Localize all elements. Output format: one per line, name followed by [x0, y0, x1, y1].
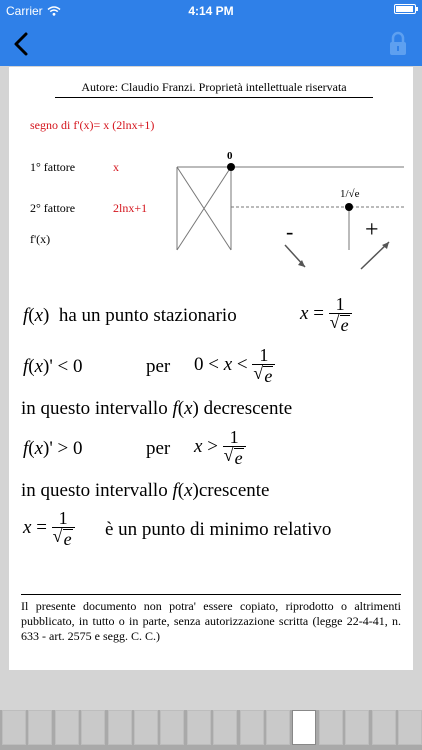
stationary-point: x = 1 √ e [300, 295, 352, 334]
page-thumbnail[interactable] [398, 710, 422, 745]
footer-divider [21, 594, 401, 595]
page-thumbnail[interactable] [266, 710, 290, 745]
copyright-footer: Il presente documento non potra' essere copiato, riprodotto o altrimenti pubblicato, in tutto o in parte, senza autorizzazione scritta (legge 22-4-41, n. 633 - art. 2575 e segg. C. C.) [21, 599, 401, 643]
factor-2-value: 2lnx+1 [113, 201, 148, 215]
battery-icon [394, 4, 416, 14]
stationary-text: ha un punto stazionario [58, 305, 237, 326]
clock: 4:14 PM [188, 4, 234, 18]
math-line-1: f(x) ha un punto stazionario [23, 305, 237, 326]
minimum-text: è un punto di minimo relativo [105, 519, 332, 540]
page-thumbnail[interactable] [28, 710, 52, 745]
math-line-2: f(x)' < 0 [23, 356, 83, 377]
interval-text-2: in questo intervallo [21, 480, 168, 501]
document-page[interactable] [9, 67, 413, 670]
page-thumbnail[interactable] [160, 710, 184, 745]
sign-diagram [9, 67, 413, 282]
page-thumbnail[interactable] [187, 710, 211, 745]
interval-2: x > 1 √ e [194, 428, 246, 467]
battery-level [396, 6, 413, 12]
lock-icon [386, 30, 410, 58]
factor-1-value: x [113, 160, 119, 174]
zero-label: 0 [227, 150, 233, 162]
per-1: per [146, 356, 171, 377]
page-thumbnail[interactable] [2, 710, 26, 745]
back-button[interactable] [6, 28, 38, 60]
page-thumbnail[interactable] [55, 710, 79, 745]
lock-button[interactable] [386, 30, 410, 58]
page-thumbnail-strip[interactable] [0, 710, 422, 750]
interval-text-1: in questo intervallo [21, 398, 168, 419]
page-thumbnail[interactable] [240, 710, 264, 745]
page-thumbnail[interactable] [319, 710, 343, 745]
plus-sign: + [365, 217, 379, 243]
decreasing-text: decrescente [203, 398, 293, 419]
page-thumbnail[interactable] [134, 710, 158, 745]
author-header: Autore: Claudio Franzi. Proprietà intellettuale riservata [81, 80, 347, 94]
factor-2-label: 2° fattore [30, 201, 76, 215]
interval-1: 0 < x < 1 √ e [194, 346, 275, 385]
math-line-5: in questo intervallo f(x)crescente [21, 480, 270, 501]
carrier-label: Carrier [6, 4, 43, 18]
navigation-bar [0, 22, 422, 66]
increasing-text: crescente [198, 480, 270, 501]
minus-sign: - [286, 219, 294, 244]
factor-1-label: 1° fattore [30, 160, 76, 174]
per-2: per [146, 438, 171, 459]
page-thumbnail[interactable] [372, 710, 396, 745]
derivative-label: f'(x) [30, 232, 51, 246]
page-thumbnail[interactable] [108, 710, 132, 745]
root-label: 1/√e [340, 188, 360, 200]
math-line-3: in questo intervallo f(x) decrescente [21, 398, 293, 419]
battery-info [394, 4, 416, 14]
status-bar [0, 0, 422, 22]
sign-title: segno di f'(x)= x (2lnx+1) [30, 118, 155, 132]
chevron-left-icon [6, 28, 38, 60]
page-thumbnail[interactable] [345, 710, 369, 745]
page-thumbnail[interactable] [213, 710, 237, 745]
math-line-4: f(x)' > 0 [23, 438, 83, 459]
page-thumbnail[interactable] [292, 710, 316, 745]
page-thumbnail[interactable] [81, 710, 105, 745]
minimum-point: x = 1 √ e [23, 509, 75, 548]
